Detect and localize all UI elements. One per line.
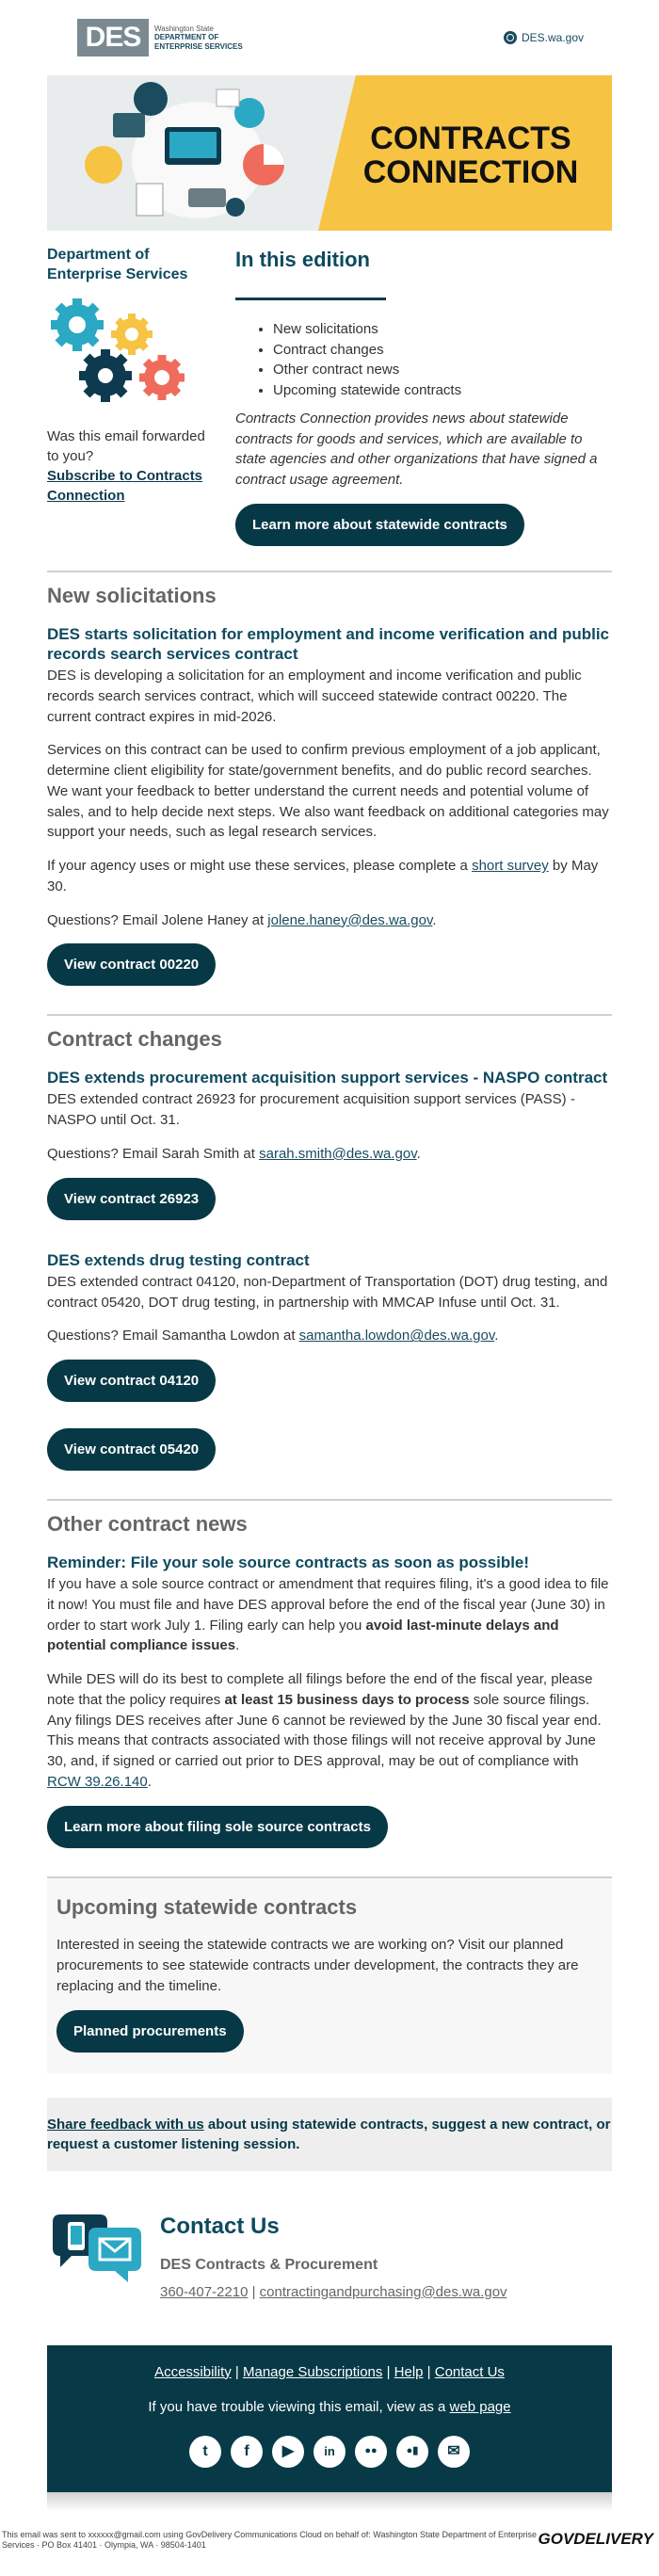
questions-line — [47, 1326, 612, 1346]
govdelivery-logo[interactable]: GOVDELIVERY — [538, 2529, 653, 2548]
email-link[interactable]: samantha.lowdon@des.wa.gov — [298, 1328, 495, 1344]
header — [47, 0, 612, 75]
accessibility-link[interactable]: Accessibility — [154, 2363, 232, 2380]
contact-subtitle: DES Contracts & Procurement — [160, 2257, 378, 2274]
edition-list — [273, 319, 612, 401]
section-title: New solicitations — [47, 583, 217, 607]
text: Questions? Email Sarah Smith at — [47, 1145, 260, 1162]
footer-links — [47, 2362, 612, 2382]
logo-text — [154, 24, 243, 51]
text: . — [235, 1637, 240, 1654]
view-contract-00220-button[interactable]: View contract 00220 — [47, 943, 216, 986]
text: . — [432, 911, 437, 928]
dept-line2: Enterprise Services — [47, 266, 188, 282]
manage-subscriptions-link[interactable]: Manage Subscriptions — [242, 2363, 383, 2380]
site-link[interactable] — [504, 30, 584, 46]
dept-line1: Department of — [47, 247, 150, 263]
twitter-icon[interactable]: t — [189, 2436, 221, 2468]
separator: | — [382, 2363, 394, 2380]
contract-changes-section — [47, 1016, 612, 1499]
footer — [47, 2345, 612, 2492]
article-paragraph: DES extended contract 26923 for procurement acquisition support services (PASS) - NASPO until Oct. 31. — [47, 1091, 575, 1129]
linkedin-icon[interactable]: in — [313, 2436, 346, 2468]
logo-line2: DEPARTMENT OF — [154, 33, 219, 42]
text: Questions? Email Samantha Lowdon at — [47, 1328, 299, 1344]
gears-icon — [47, 295, 198, 408]
survey-paragraph — [47, 856, 612, 897]
article-paragraph: DES is developing a solicitation for an employment and income verification and public records search services contract, which will succeed statewide contract 00220. The current contract expires in mid-2026. — [47, 668, 582, 725]
hero-banner — [47, 75, 612, 231]
intro-section — [47, 231, 612, 571]
contact-body — [160, 2211, 507, 2302]
learn-more-statewide-button[interactable]: Learn more about statewide contracts — [235, 504, 524, 546]
learn-more-sole-source-button[interactable]: Learn more about filing sole source contracts — [47, 1806, 388, 1848]
questions-line — [47, 910, 612, 931]
help-link[interactable]: Help — [394, 2363, 424, 2380]
feedback-banner — [47, 2098, 612, 2171]
edition-title: In this edition — [235, 248, 370, 271]
logo-line1: Washington State — [154, 24, 214, 34]
facebook-icon[interactable]: f — [231, 2436, 263, 2468]
section-title: Contract changes — [47, 1027, 222, 1052]
article-title: DES extends drug testing contract — [47, 1250, 310, 1269]
article-paragraph: Services on this contract can be used to confirm previous employment of a job applicant, determine client eligibility for state/government benefits, and do public record searches. We want your feedback to better understand the current needs and potential volume of sales, and to help decide next steps. We also want feedback on additional categories may support your needs, such as legal research services. — [47, 742, 609, 841]
text: . — [147, 1773, 152, 1790]
logo-mark: DES — [77, 19, 149, 56]
email-link[interactable]: sarah.smith@des.wa.gov — [259, 1145, 417, 1162]
email-link[interactable]: jolene.haney@des.wa.gov — [267, 911, 433, 928]
article-title: DES extends procurement acquisition support services - NASPO contract — [47, 1069, 608, 1087]
youtube-icon[interactable]: ▶ — [272, 2436, 304, 2468]
separator: | — [231, 2363, 243, 2380]
subscribe-link[interactable]: Subscribe to Contracts Connection — [47, 467, 203, 504]
intro-description: Contracts Connection provides news about statewide contracts for goods and services, which are available to state agencies and other organizations that have signed a contract usage agreement. — [235, 410, 598, 489]
flickr-icon[interactable]: ●● — [355, 2436, 387, 2468]
bold-text: at least 15 business days to process — [224, 1691, 470, 1708]
logo-line3: ENTERPRISE SERVICES — [154, 41, 243, 51]
intro-sidebar — [47, 244, 217, 571]
bold-text: avoid last-minute delays and potential compliance issues — [47, 1617, 559, 1654]
planned-procurements-button[interactable]: Planned procurements — [56, 2010, 244, 2053]
intro-main — [217, 244, 612, 571]
contact-us-link[interactable]: Contact Us — [434, 2363, 505, 2380]
sent-to-note: This email was sent to xxxxxx@gmail.com using GovDelivery Communications Cloud on behalf of: Washington State Department of Enterprise Services · PO Box 41401 · Olympia, WA · 98504-1401 — [2, 2529, 538, 2550]
other-news-section — [47, 1501, 612, 1876]
medium-icon[interactable]: ●▮ — [396, 2436, 428, 2468]
govdelivery-bar — [0, 2528, 659, 2554]
email-container — [47, 0, 612, 2511]
text: . — [416, 1145, 421, 1162]
hero-title — [348, 122, 593, 189]
separator: | — [248, 2283, 260, 2300]
hero-title-line2: CONNECTION — [362, 153, 579, 190]
feedback-text: about using statewide contracts, suggest a new contract, or request a customer listening session. — [47, 2116, 611, 2152]
rcw-link[interactable]: RCW 39.26.140 — [47, 1773, 148, 1790]
article-paragraph — [47, 1669, 612, 1793]
view-contract-05420-button[interactable]: View contract 05420 — [47, 1428, 216, 1471]
hero-title-line1: CONTRACTS — [370, 121, 571, 156]
text: If you have a sole source contract or amendment that requires filing, it's a good idea to file it now! You must file and have DES approval before the end of the fiscal year (June 30) in order to start work July 1. Filing early can help you — [47, 1576, 609, 1634]
separator: | — [423, 2363, 435, 2380]
article-paragraph: Interested in seeing the statewide contracts we are working on? Visit our planned procurements to see statewide contracts under development, the contracts they are replacing and the timeline. — [56, 1937, 579, 1994]
contact-title: Contact Us — [160, 2213, 280, 2239]
contact-section — [47, 2171, 612, 2345]
feedback-link[interactable]: Share feedback with us — [47, 2116, 204, 2133]
social-links — [47, 2436, 612, 2468]
edition-item: • Contract changes — [273, 340, 612, 361]
edition-divider — [235, 298, 386, 300]
section-title: Upcoming statewide contracts — [56, 1894, 358, 1919]
article-title: Reminder: File your sole source contracts as soon as possible! — [47, 1553, 530, 1571]
text: sole source filings. Any filings DES receives after June 6 cannot be reviewed by the June 30 fiscal year end. This means that contracts associated with those filings will not receive approval by June 30, and, if signed or carried out prior to DES approval, may be out of compliance with — [47, 1691, 602, 1770]
des-logo[interactable] — [77, 19, 243, 56]
globe-icon — [504, 31, 517, 44]
section-title: Other contract news — [47, 1512, 248, 1537]
text: Questions? Email Jolene Haney at — [47, 911, 268, 928]
email-icon[interactable]: ✉ — [438, 2436, 470, 2468]
forward-note — [47, 427, 217, 506]
article-paragraph: DES extended contract 04120, non-Department of Transportation (DOT) drug testing, and contract 05420, DOT drug testing, in partnership with MMCAP Infuse until Oct. 31. — [47, 1273, 608, 1311]
department-name — [47, 246, 217, 285]
edition-item: • Upcoming statewide contracts — [273, 380, 612, 401]
article-title: DES starts solicitation for employment and income verification and public records search services contract — [47, 624, 610, 663]
text: . — [494, 1328, 499, 1344]
article-paragraph — [47, 1574, 612, 1656]
text: by May 30. — [47, 858, 599, 894]
text: If your agency uses or might use these services, please complete a — [47, 858, 473, 875]
contact-links — [160, 2282, 507, 2302]
view-contract-04120-button[interactable]: View contract 04120 — [47, 1360, 216, 1402]
upcoming-section — [47, 1878, 612, 2073]
chat-icon — [47, 2211, 160, 2286]
questions-line — [47, 1144, 612, 1165]
survey-link[interactable]: short survey — [472, 858, 549, 875]
edition-item: • New solicitations — [273, 319, 612, 340]
contact-email-link[interactable]: contractingandpurchasing@des.wa.gov — [259, 2283, 507, 2300]
text: While DES will do its best to complete all filings before the end of the fiscal year, please note that the policy requires — [47, 1671, 593, 1708]
new-solicitations-section — [47, 572, 612, 1015]
edition-item: • Other contract news — [273, 360, 612, 380]
site-link-label: DES.wa.gov — [521, 30, 584, 44]
footer-shadow — [47, 2492, 612, 2511]
web-view-note — [47, 2397, 612, 2417]
hero-illustration — [47, 75, 348, 231]
text: If you have trouble viewing this email, view as a — [148, 2398, 450, 2415]
web-page-link[interactable]: web page — [449, 2398, 511, 2415]
view-contract-26923-button[interactable]: View contract 26923 — [47, 1178, 216, 1220]
forward-text: Was this email forwarded to you? — [47, 427, 205, 464]
phone-link[interactable]: 360-407-2210 — [160, 2283, 249, 2300]
